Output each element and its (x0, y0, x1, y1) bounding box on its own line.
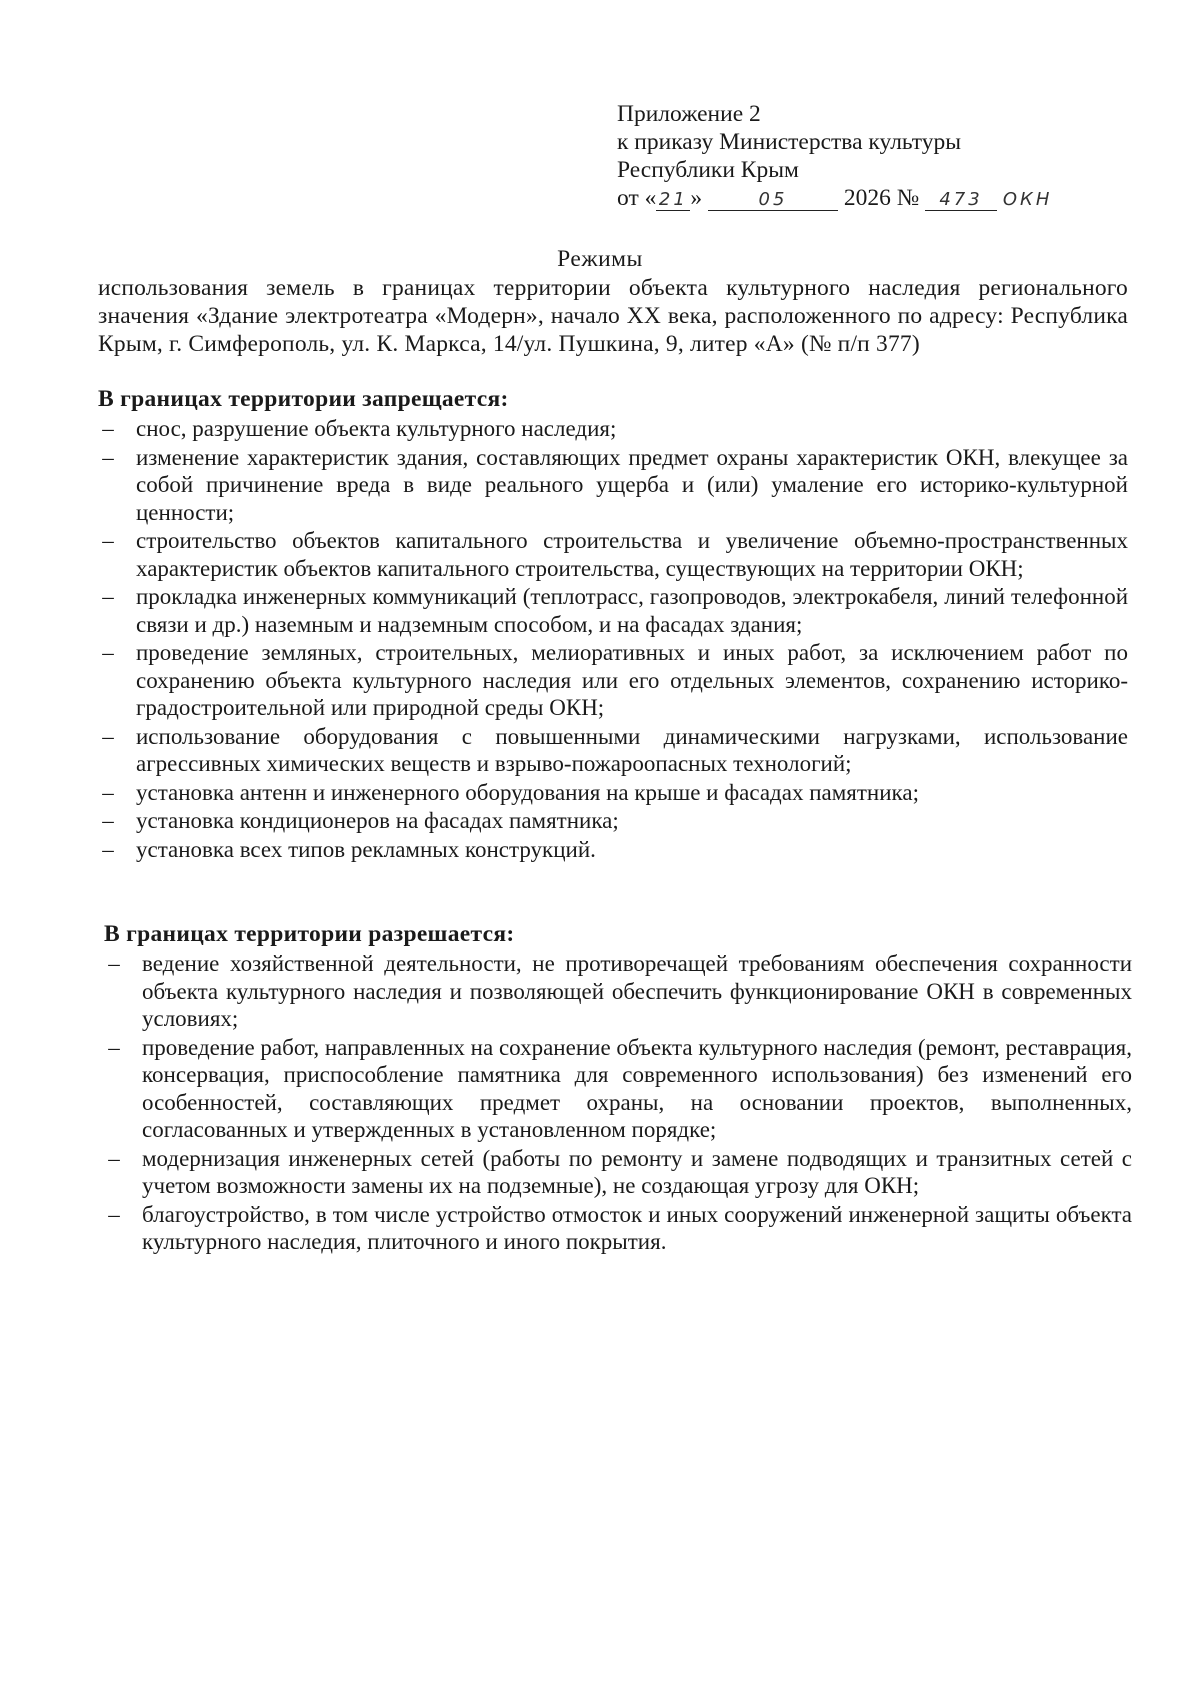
list-item (98, 639, 1128, 722)
appendix-line-1: Приложение 2 (617, 101, 761, 127)
bullet-dash: – (102, 416, 114, 441)
list-item (98, 723, 1128, 778)
list-item-text: проведение работ, направленных на сохранение объекта культурного наследия (ремонт, реставрация, консервация, приспособление памятника для современного использования) без изменений его особенностей, составляющих предмет охраны, на основании проектов, выполненных, согласованных и утвержденных в установленном порядке; (142, 1034, 1132, 1142)
day-field (656, 188, 690, 211)
handwritten-number: 473 (939, 189, 983, 210)
list-item (98, 583, 1128, 638)
allowed-section (104, 920, 1132, 1257)
allowed-list (104, 950, 1132, 1256)
list-item-text: изменение характеристик здания, составляющих предмет охраны характеристик ОКН, влекущее за собой причинение вреда в виде реального ущерба и (или) умаление его историко-культурной ценности; (136, 444, 1128, 525)
list-item (98, 836, 1128, 864)
list-item (98, 807, 1128, 835)
year-label: 2026 № (843, 185, 920, 211)
bullet-dash: – (102, 528, 114, 553)
prohibited-heading: В границах территории запрещается: (98, 386, 509, 412)
handwritten-day: 21 (658, 189, 688, 210)
list-item-text: проведение земляных, строительных, мелиоративных и иных работ, за исключением работ по сохранению объекта культурного наследия или его отдельных элементов, сохранению историко-градостроительной или природной среды ОКН; (136, 640, 1128, 720)
bullet-dash: – (108, 1034, 120, 1060)
prohibited-list (98, 415, 1128, 863)
allowed-heading: В границах территории разрешается: (104, 921, 515, 947)
list-item-text: прокладка инженерных коммуникаций (теплотрасс, газопроводов, электрокабеля, линий телефонной связи и др.) наземным и надземным способом, и на фасадах здания; (136, 584, 1128, 637)
order-date-line (617, 184, 1137, 214)
date-mid: » (690, 185, 703, 211)
bullet-dash: – (102, 808, 114, 833)
list-item (98, 415, 1128, 443)
bullet-dash: – (108, 1201, 120, 1227)
list-item (98, 444, 1128, 527)
number-field (925, 188, 997, 211)
list-item (98, 527, 1128, 582)
list-item (104, 1201, 1132, 1256)
prohibited-section (98, 385, 1128, 864)
bullet-dash: – (108, 951, 120, 976)
bullet-dash: – (102, 836, 114, 862)
handwritten-number-suffix: ОКН (1002, 189, 1053, 210)
document-subtitle: использования земель в границах территории объекта культурного наследия регионального значения «Здание электротеатра «Модерн», начало XX века, расположенного по адресу: Республика Крым, г. Симферополь, ул. К. Маркса, 14/ул. Пушкина, 9, литер «А» (№ п/п 377) (98, 275, 1128, 357)
bullet-dash: – (102, 584, 114, 609)
bullet-dash: – (102, 723, 114, 749)
appendix-line-3: Республики Крым (617, 157, 799, 183)
bullet-dash: – (102, 779, 114, 805)
list-item-text: установка всех типов рекламных конструкций. (136, 836, 596, 862)
list-item-text: строительство объектов капитального строительства и увеличение объемно-пространственных характеристик объектов капитального строительства, существующих на территории ОКН; (136, 528, 1128, 581)
document-title: Режимы (557, 246, 643, 272)
list-item-text: благоустройство, в том числе устройство отмосток и иных сооружений инженерной защиты объекта культурного наследия, плиточного и иного покрытия. (142, 1201, 1132, 1254)
list-item-text: снос, разрушение объекта культурного наследия; (136, 416, 617, 441)
bullet-dash: – (102, 444, 114, 470)
bullet-dash: – (102, 640, 114, 665)
list-item (98, 779, 1128, 807)
appendix-line-2: к приказу Министерства культуры (617, 129, 961, 155)
appendix-header (617, 100, 1137, 214)
list-item-text: использование оборудования с повышенными динамическими нагрузками, использование агрессивных химических веществ и взрыво-пожароопасных технологий; (136, 723, 1128, 776)
list-item (104, 1145, 1132, 1200)
handwritten-month: 05 (758, 189, 788, 210)
list-item (104, 1034, 1132, 1144)
list-item-text: ведение хозяйственной деятельности, не противоречащей требованиям обеспечения сохранности объекта культурного наследия и позволяющей обеспечить функционирование ОКН в современных условиях; (142, 951, 1132, 1031)
date-prefix: от « (617, 185, 657, 211)
list-item-text: модернизация инженерных сетей (работы по ремонту и замене подводящих и транзитных сетей с учетом возможности замены их на подземные), не создающая угрозу для ОКН; (142, 1145, 1132, 1198)
month-field (708, 188, 838, 211)
list-item-text: установка кондиционеров на фасадах памятника; (136, 808, 619, 833)
list-item (104, 950, 1132, 1033)
bullet-dash: – (108, 1145, 120, 1171)
list-item-text: установка антенн и инженерного оборудования на крыше и фасадах памятника; (136, 779, 919, 805)
